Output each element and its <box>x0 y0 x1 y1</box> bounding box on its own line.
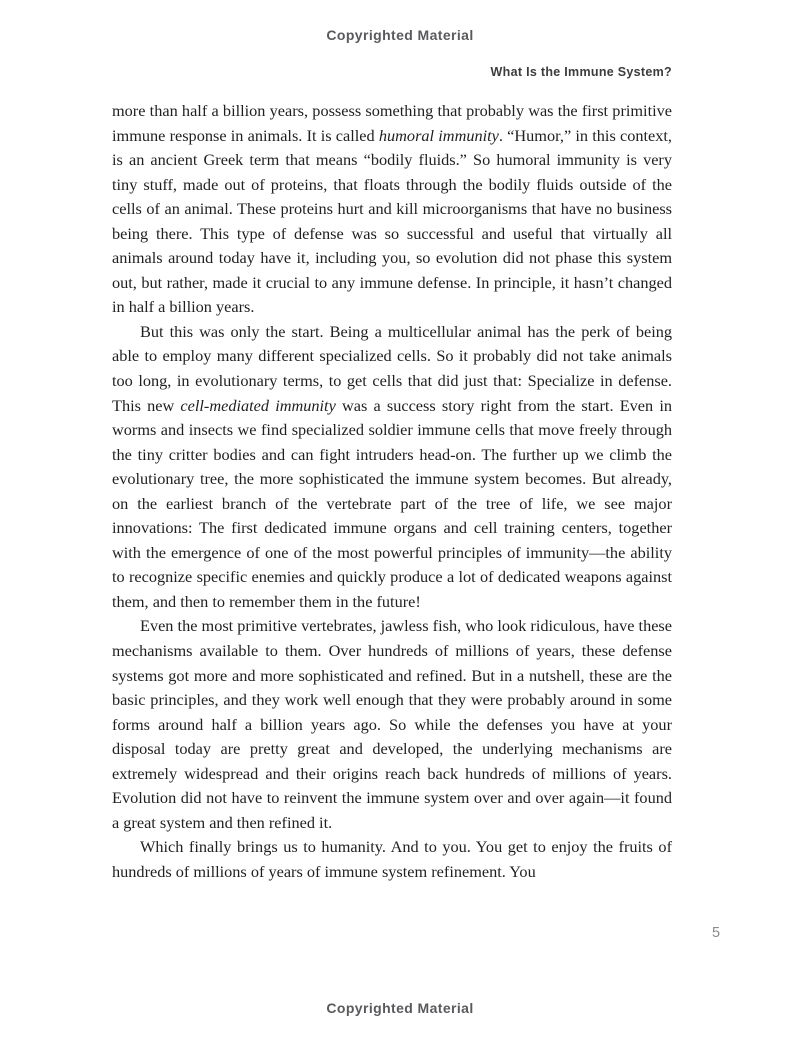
italic-text-run: cell-mediated immunity <box>180 395 336 415</box>
italic-text-run: humoral immunity <box>378 125 499 145</box>
body-text <box>112 99 672 885</box>
text-run: more than half a billion years, possess something that probably was the first primitive immune response in animals. It is called <box>112 101 672 145</box>
text-run: was a success story right from the start. Even in worms and insects we find specialized soldier immune cells that move freely through the tiny critter bodies and can fight intruders head-on. The further up we climb the evolutionary tree, the more sophisticated the immune system becomes. But already, on the earliest branch of the vertebrate part of the tree of life, we see major innovations: The first dedicated immune organs and cell training centers, together with the emergence of one of the most powerful principles of immunity—the ability to recognize specific enemies and quickly produce a lot of dedicated weapons against them, and then to remember them in the future! <box>112 395 672 611</box>
text-run: Which finally brings us to humanity. And to you. You get to enjoy the fruits of hundreds of millions of years of immune system refinement. You <box>112 837 672 881</box>
page-number: 5 <box>712 925 721 941</box>
running-head: What Is the Immune System? <box>490 65 672 79</box>
paragraph <box>112 835 672 884</box>
copyright-notice-top: Copyrighted Material <box>326 27 474 43</box>
paragraph <box>112 614 672 835</box>
text-run: But this was only the start. Being a multicellular animal has the perk of being able to employ many different specialized cells. So it probably did not take animals too long, in evolutionary terms, to get cells that did just that: Specialize in defense. This new <box>112 321 672 415</box>
paragraph <box>112 320 672 615</box>
text-run: Even the most primitive vertebrates, jawless fish, who look ridiculous, have these mechanisms available to them. Over hundreds of millions of years, these defense systems got more and more sophisticated and refined. But in a nutshell, these are the basic principles, and they work well enough that they were probably around in some forms around half a billion years ago. So while the defenses you have at your disposal today are pretty great and developed, the underlying mechanisms are extremely widespread and their origins reach back hundreds of millions of years. Evolution did not have to reinvent the immune system over and over again—it found a great system and then refined it. <box>112 616 672 832</box>
copyright-notice-bottom: Copyrighted Material <box>326 1000 474 1016</box>
text-run: . “Humor,” in this context, is an ancient Greek term that means “bodily fluids.” So humoral immunity is very tiny stuff, made out of proteins, that floats through the bodily fluids outside of the cells of an animal. These proteins hurt and kill microorganisms that have no business being there. This type of defense was so successful and useful that virtually all animals around today have it, including you, so evolution did not phase this system out, but rather, made it crucial to any immune defense. In principle, it hasn’t changed in half a billion years. <box>112 125 673 317</box>
paragraph <box>112 99 672 320</box>
